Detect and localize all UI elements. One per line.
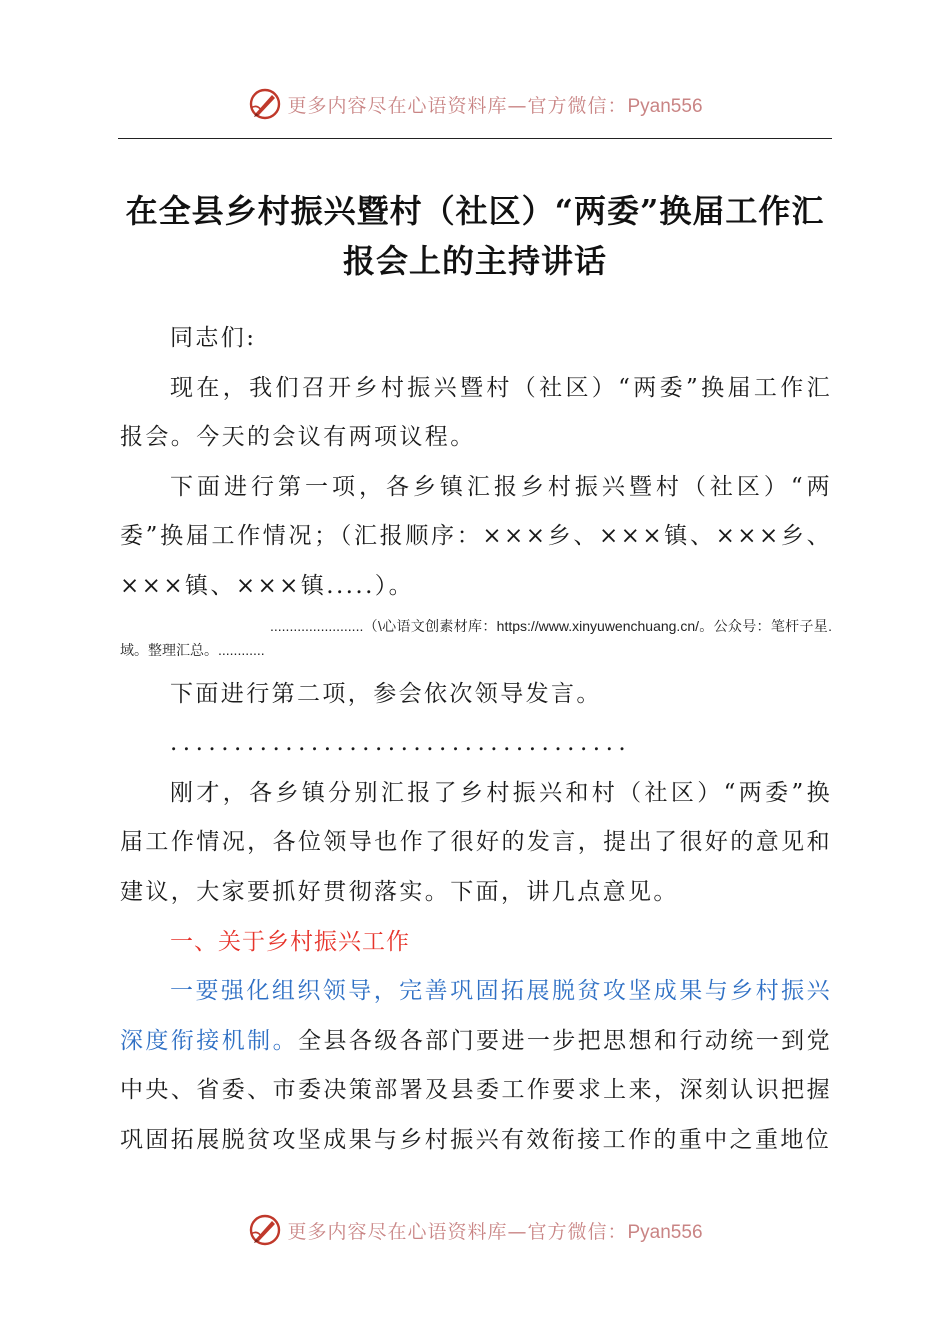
banner-text: 更多内容尽在心语资料库—官方微信：Pyan556 xyxy=(287,94,703,117)
paragraph-2: 下面进行第一项，各乡镇汇报乡村振兴暨村（社区）“两委”换届工作情况；（汇报顺序：×××乡、×××镇、×××乡、×××镇、×××镇.....）。 xyxy=(120,473,832,599)
section-heading-1: 一、关于乡村振兴工作 xyxy=(170,928,410,955)
wechat-id: Pyan556 xyxy=(627,95,703,117)
document-title: 在全县乡村振兴暨村（社区）“两委”换届工作汇报会上的主持讲话 xyxy=(125,192,825,280)
paragraph-5 xyxy=(120,967,832,1165)
paragraph-4: 刚才，各乡镇分别汇报了乡村振兴和村（社区）“两委”换届工作情况，各位领导也作了很好的发言，提出了很好的意见和建议，大家要抓好贯彻落实。下面，讲几点意见。 xyxy=(120,779,832,905)
pen-circle-icon xyxy=(247,86,283,122)
pen-circle-icon xyxy=(247,1212,283,1248)
greeting: 同志们: xyxy=(170,325,257,351)
header-divider xyxy=(118,138,832,139)
document-body xyxy=(120,314,832,1166)
source-note: ........................（\心语文创素材库：https://www.xinyuwenchuang.cn/。公众号：笔杆子星.域。整理汇总。............ xyxy=(120,617,832,658)
paragraph-3: 下面进行第二项，参会依次领导发言。 xyxy=(170,680,602,707)
header-banner xyxy=(0,82,950,126)
paragraph-5-lead: 一要强化组织领导，完善巩固拓展脱贫攻坚成果与乡村振兴深度衔接机制。 xyxy=(120,978,832,1054)
paragraph-1: 现在，我们召开乡村振兴暨村（社区）“两委”换届工作汇报会。今天的会议有两项议程。 xyxy=(120,374,832,451)
wechat-id: Pyan556 xyxy=(627,1221,703,1243)
paragraph-5-rest: 全县各级各部门要进一步把思想和行动统一到党中央、省委、市委决策部署及县委工作要求上来，深刻认识把握巩固拓展脱贫攻坚成果与乡村振兴有效衔接工作的重中之重地位 xyxy=(120,1027,832,1153)
footer-banner xyxy=(0,1208,950,1252)
ellipsis-line: .................................... xyxy=(170,730,632,757)
banner-text: 更多内容尽在心语资料库—官方微信：Pyan556 xyxy=(287,1220,703,1243)
